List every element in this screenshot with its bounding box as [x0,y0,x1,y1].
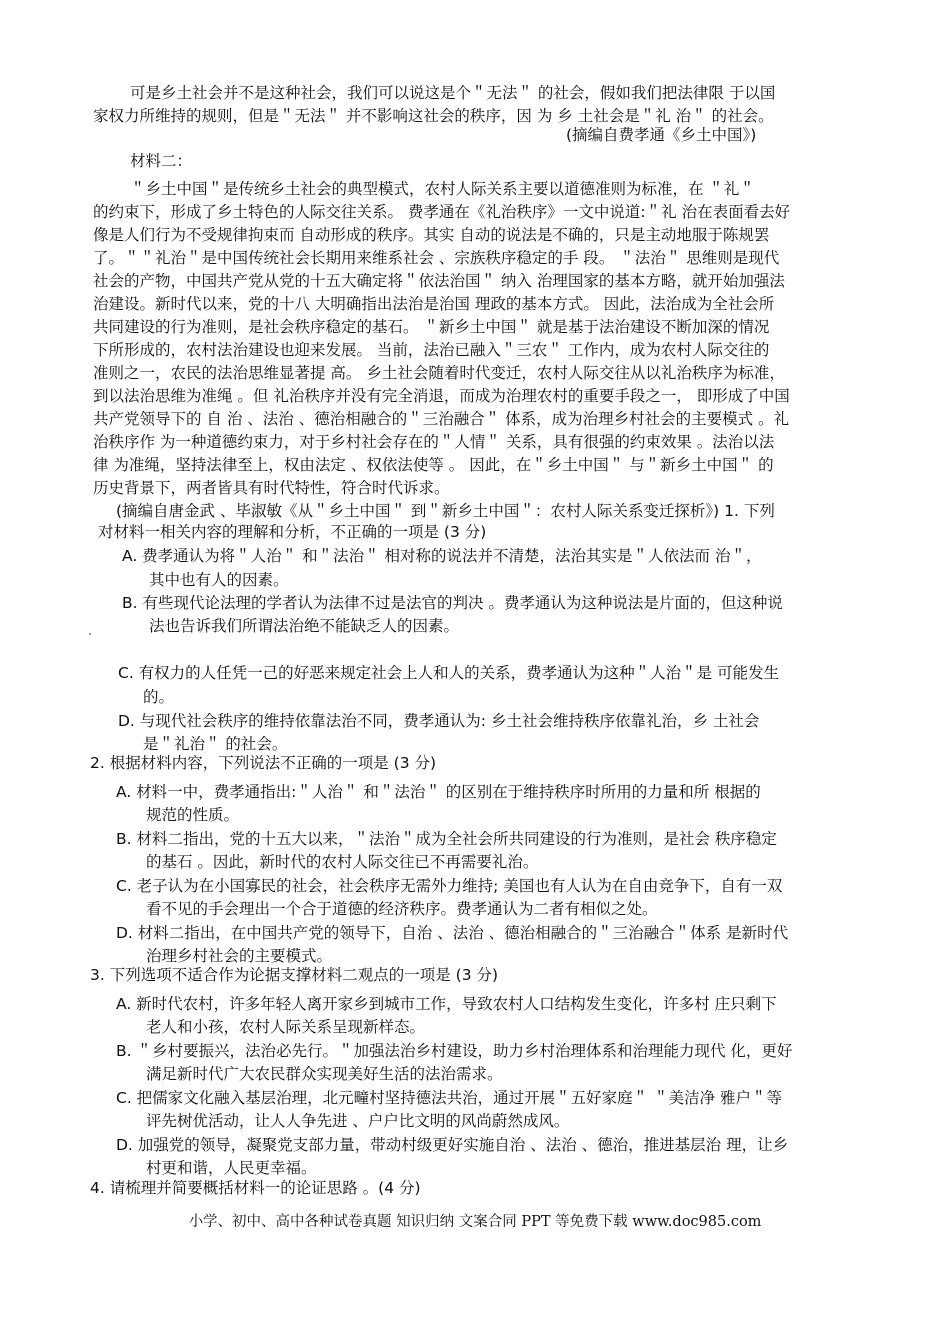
material2-line: 像是人们行为不受规律拘束而 自动形成的秩序。其实 自动的说法是不确的，只是主动地服于陈规罢 [93,226,770,244]
material2-line: 社会的产物，中国共产党从党的十五大确定将＂依法治国＂ 纳入 治理国家的基本方略，就开始加强法 [93,272,785,290]
material1-line: 可是乡土社会并不是这种社会，我们可以说这是个＂无法＂ 的社会，假如我们把法律限 于以国 [130,84,776,102]
question-1-stem: 对材料一相关内容的理解和分析，不正确的一项是 (3 分) [98,523,487,541]
q2-option-d-cont: 治理乡村社会的主要模式。 [146,947,333,965]
question-4-stem: 4. 请梳理并简要概括材料一的论证思路 。(4 分) [90,1179,421,1197]
material2-source: (摘编自唐金武 、毕淑敏《从＂乡土中国＂ 到＂新乡土中国＂：农村人际关系变迁探析》) 1. 下列 [116,502,775,520]
material2-line: 治秩序作 为一种道德约束力，对于乡村社会存在的＂人情＂ 关系，具有很强的约束效果 。法治以法 [93,433,775,451]
q2-option-a-cont: 规范的性质。 [146,806,240,824]
question-2-stem: 2. 根据材料内容，下列说法不正确的一项是 (3 分) [90,754,437,772]
q1-option-b-cont: 法也告诉我们所谓法治绝不能缺乏人的因素。 [149,617,460,635]
q3-option-c-cont: 评先树优活动，让人人争先进 、户户比文明的风尚蔚然成风。 [146,1112,570,1130]
q1-option-b: B. 有些现代论法理的学者认为法律不过是法官的判决 。费孝通认为这种说法是片面的，但这种说 [122,594,783,612]
question-3-stem: 3. 下列选项不适合作为论据支撑材料二观点的一项是 (3 分) [90,966,499,984]
q3-option-b: B. ＂乡村要振兴，法治必先行。＂加强法治乡村建设，助力乡村治理体系和治理能力现代 化，更好 [116,1042,793,1060]
q2-option-a: A. 材料一中，费孝通指出:＂人治＂ 和＂法治＂ 的区别在于维持秩序时所用的力量和所 根据的 [116,783,761,801]
material2-line: 律 为准绳，坚持法律至上，权由法定 、权依法使等 。 因此，在＂乡土中国＂ 与＂新乡土中国＂ 的 [93,456,774,474]
q2-option-c: C. 老子认为在小国寡民的社会，社会秩序无需外力维持; 美国也有人认为在自由竞争下，自有一双 [116,877,783,895]
material2-line: 下所形成的，农村法治建设也迎来发展。 当前，法治已融入＂三农＂ 工作内，成为农村人际交往的 [93,341,770,359]
page-speck [89,633,91,635]
q3-option-d: D. 加强党的领导，凝聚党支部力量，带动村级更好实施自治 、法治 、德治，推进基层治 理，让乡 [116,1136,789,1154]
material2-line: 的约束下，形成了乡土特色的人际交往关系。 费孝通在《礼治秩序》一文中说道:＂礼 治在表面看去好 [93,203,791,221]
q1-option-d-cont: 是＂礼治＂ 的社会。 [143,735,288,753]
q3-option-a-cont: 老人和小孩，农村人际关系呈现新样态。 [146,1018,426,1036]
material2-heading: 材料二： [130,152,193,170]
material2-line: 历史背景下，两者皆具有时代特性，符合时代诉求。 [93,479,450,497]
material2-line: 治建设。新时代以来，党的十八 大明确指出法治是治国 理政的基本方式。 因此，法治成为全社会所 [93,295,775,313]
q2-option-d: D. 材料二指出，在中国共产党的领导下，自治 、法治 、德治相融合的＂三治融合＂体系 是新时代 [116,924,789,942]
q1-option-a-cont: 其中也有人的因素。 [149,571,289,589]
q3-option-c: C. 把儒家文化融入基层治理，北元疃村坚持德法共治，通过开展＂五好家庭＂ ＂美洁净 雅户＂等 [116,1089,783,1107]
q3-option-d-cont: 村更和谐，人民更幸福。 [146,1159,317,1177]
material2-line: ＂乡土中国＂是传统乡土社会的典型模式，农村人际关系主要以道德准则为标准，在 ＂礼＂ [130,180,755,198]
material2-line: 共产党领导下的 自 治 、法治 、德治相融合的＂三治融合＂ 体系，成为治理乡村社会的主要模式 。礼 [93,410,790,428]
q1-option-a: A. 费孝通认为将＂人治＂ 和＂法治＂ 相对称的说法并不清楚，法治其实是＂人依法而 治＂， [122,547,762,565]
q1-option-c-cont: 的。 [143,688,175,706]
page-footer: 小学、初中、高中各种试卷真题 知识归纳 文案合同 PPT 等免费下载 www.doc985.com [188,1214,762,1230]
q2-option-b: B. 材料二指出，党的十五大以来，＂法治＂成为全社会所共同建设的行为准则，是社会 秩序稳定 [116,830,777,848]
material1-source: (摘编自费孝通《乡土中国》) [566,126,757,144]
material2-line: 准则之一，农民的法治思维显著提 高。 乡土社会随着时代变迁，农村人际交往从以礼治秩序为标准， [93,364,785,382]
material1-line: 家权力所维持的规则，但是＂无法＂ 并不影响这社会的秩序，因 为 乡 土社会是＂礼 治＂ 的社会。 [93,107,774,125]
q3-option-b-cont: 满足新时代广大农民群众实现美好生活的法治需求。 [146,1065,503,1083]
q1-option-d: D. 与现代社会秩序的维持依靠法治不同，费孝通认为: 乡土社会维持秩序依靠礼治，乡 土社会 [118,712,760,730]
q2-option-b-cont: 的基石 。因此，新时代的农村人际交往已不再需要礼治。 [146,853,539,871]
material2-line: 到以法治思维为准绳 。但 礼治秩序并没有完全消退，而成为治理农村的重要手段之一， 即形成了中国 [93,387,790,405]
material2-line: 了。＂＂礼治＂是中国传统社会长期用来维系社会 、宗族秩序稳定的手 段。 ＂法治＂ 思维则是现代 [93,249,780,267]
q3-option-a: A. 新时代农村，许多年轻人离开家乡到城市工作，导致农村人口结构发生变化，许多村 庄只剩下 [116,995,777,1013]
q1-option-c: C. 有权力的人任凭一己的好恶来规定社会上人和人的关系，费孝通认为这种＂人治＂是 可能发生 [118,664,780,682]
q2-option-c-cont: 看不见的手会理出一个合于道德的经济秩序。费孝通认为二者有相似之处。 [146,900,658,918]
material2-line: 共同建设的行为准则，是社会秩序稳定的基石。 ＂新乡土中国＂ 就是基于法治建设不断加深的情况 [93,318,770,336]
